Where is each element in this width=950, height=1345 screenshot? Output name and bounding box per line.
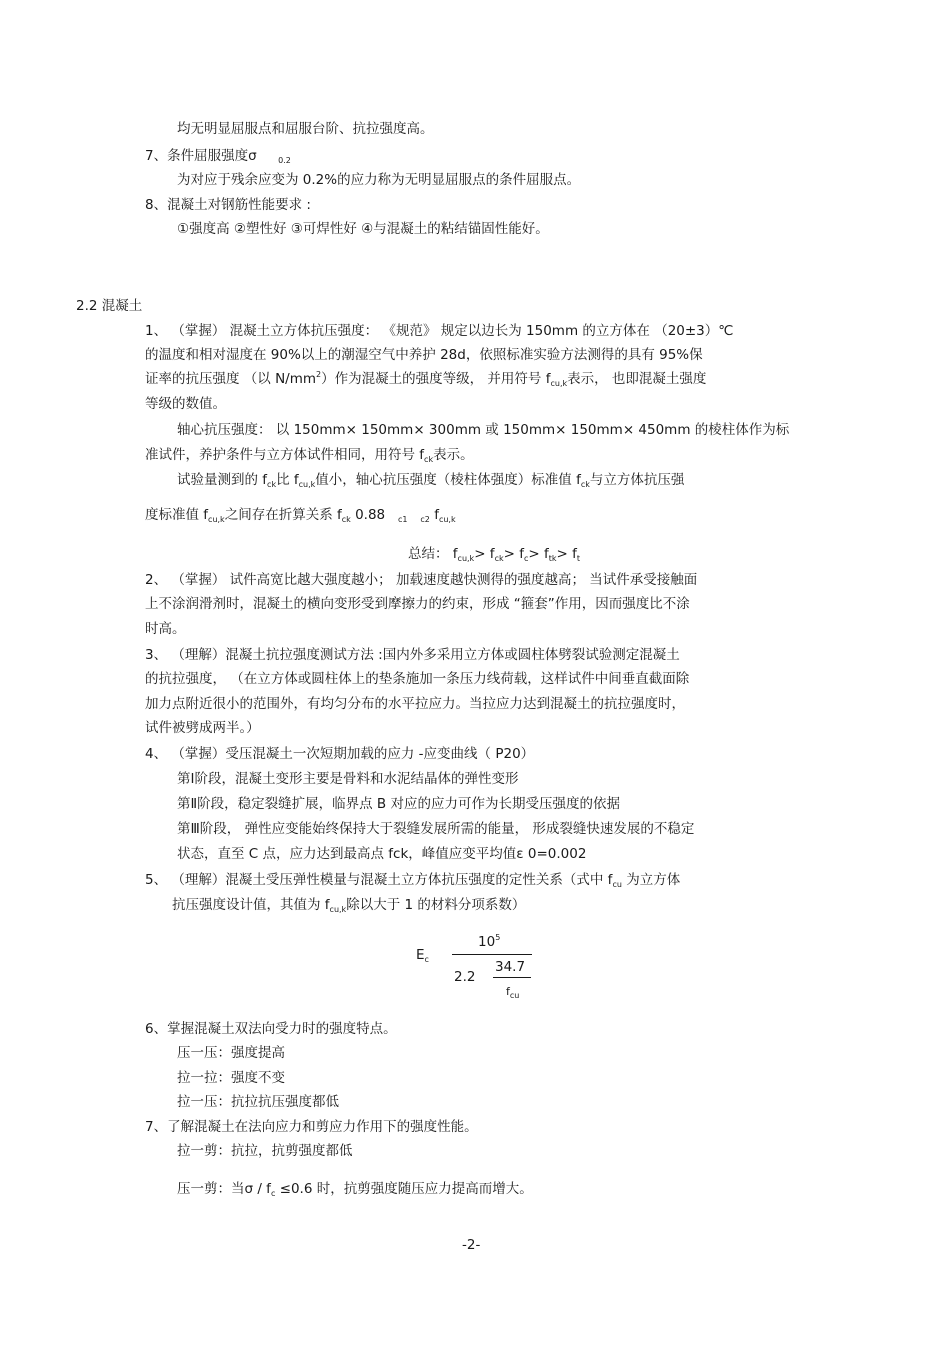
text-line: 1、 （掌握） 混凝土立方体抗压强度： 《规范》 规定以边长为 150mm 的立方体在 （20±3）℃ bbox=[145, 323, 734, 339]
text-line: 第Ⅰ阶段，混凝土变形主要是骨料和水泥结晶体的弹性变形 bbox=[177, 771, 519, 787]
page-number: -2- bbox=[462, 1237, 481, 1253]
text-line: 证率的抗压强度 （以 $N/mm^2$）作为混凝土的强度等级， 并用符号 $f_{cu,k}$表示， 也即混凝土强度 bbox=[145, 370, 707, 388]
text-line: 7、了解混凝土在法向应力和剪应力作用下的强度性能。 bbox=[145, 1119, 478, 1135]
item-7-heading: 7、条件屈服强度σ $_{0.2}$ bbox=[145, 148, 291, 165]
text-line: 抗压强度设计值，其值为 $f_{cu,k}$除以大于 1 的材料分项系数） bbox=[172, 897, 526, 914]
text-line: 3、 （理解）混凝土抗拉强度测试方法 :国内外多采用立方体或圆柱体劈裂试验测定混凝土 bbox=[145, 647, 680, 663]
text-line: 第Ⅲ阶段， 弹性应变能始终保持大于裂缝发展所需的能量， 形成裂缝快速发展的不稳定 bbox=[177, 821, 695, 837]
text-line: 的温度和相对湿度在 90%以上的潮湿空气中养护 28d，依照标准实验方法测得的具有 95%保 bbox=[145, 347, 703, 363]
text-line: 第Ⅱ阶段，稳定裂缝扩展，临界点 B 对应的应力可作为长期受压强度的依据 bbox=[177, 796, 620, 812]
text-line: 状态，直至 C 点，应力达到最高点 fck，峰值应变平均值ε 0=0.002 bbox=[177, 846, 587, 862]
text-line: 的抗拉强度， （在立方体或圆柱体上的垫条施加一条压力线荷载，这样试件中间垂直截面除 bbox=[145, 671, 690, 687]
text-line: 压一压：强度提高 bbox=[177, 1045, 285, 1061]
text-line: 轴心抗压强度： 以 150mm× 150mm× 300mm 或 150mm× 150mm× 450mm 的棱柱体作为标 bbox=[177, 422, 790, 438]
text-line: 压一剪：当$\sigma / f_c \le 0.6$ 时，抗剪强度随压应力提高而增大。 bbox=[177, 1181, 533, 1198]
text-line: 为对应于残余应变为 0.2%的应力称为无明显屈服点的条件屈服点。 bbox=[177, 172, 581, 188]
text-line: 拉一拉：强度不变 bbox=[177, 1070, 285, 1086]
text-line: 试验量测到的 $f_{ck}$比 $f_{cu,k}$值小，轴心抗压强度（棱柱体强度）标准值 $f_{ck}$与立方体抗压强 bbox=[177, 472, 685, 489]
section-title: 2.2 混凝土 bbox=[76, 298, 143, 314]
text-line: 2、 （掌握） 试件高宽比越大强度越小； 加载速度越快测得的强度越高； 当试件承受接触面 bbox=[145, 572, 698, 588]
formula-numerator: $10^5$ bbox=[478, 933, 501, 950]
text-line: 均无明显屈服点和屈服台阶、抗拉强度高。 bbox=[177, 121, 434, 137]
text-line: 上不涂润滑剂时，混凝土的横向变形受到摩擦力的约束，形成 “箍套”作用，因而强度比不涂 bbox=[145, 596, 690, 612]
inner-fraction-bar bbox=[493, 977, 531, 978]
text-line: 时高。 bbox=[145, 621, 186, 637]
text-line: 加力点附近很小的范围外，有均匀分布的水平拉应力。当拉应力达到混凝土的抗拉强度时， bbox=[145, 696, 685, 712]
text-line: 5、 （理解）混凝土受压弹性模量与混凝土立方体抗压强度的定性关系（式中 $f_{cu}$ 为立方体 bbox=[145, 872, 681, 889]
formula-denominator-const: 2.2 bbox=[454, 969, 476, 985]
text-line: ①强度高 ②塑性好 ③可焊性好 ④与混凝土的粘结锚固性能好。 bbox=[177, 221, 549, 237]
text-line: 拉一压：抗拉抗压强度都低 bbox=[177, 1094, 339, 1110]
text-line: 试件被劈成两半。） bbox=[145, 720, 260, 736]
text-line: 等级的数值。 bbox=[145, 396, 226, 412]
text-line: 拉一剪：抗拉，抗剪强度都低 bbox=[177, 1143, 353, 1159]
item-8-heading: 8、混凝土对钢筋性能要求 : bbox=[145, 197, 311, 213]
summary-line: 总结： $f_{cu,k}> f_{ck}> f_c> f_{tk}> f_t$ bbox=[408, 546, 580, 563]
fraction-bar bbox=[452, 954, 532, 955]
formula-denominator-den: $f_{cu}$ bbox=[506, 985, 520, 1000]
text-line: 度标准值 $f_{cu,k}$之间存在折算关系 $f_{ck}$ 0.88 $_{c1}$ $_{c2}$ $f_{cu,k}$ bbox=[145, 507, 456, 524]
formula-denominator-num: 34.7 bbox=[495, 959, 526, 975]
text-line: 6、掌握混凝土双法向受力时的强度特点。 bbox=[145, 1021, 397, 1037]
text-line: 准试件，养护条件与立方体试件相同，用符号 $f_{ck}$表示。 bbox=[145, 447, 474, 464]
formula-lhs: $E_c$ bbox=[416, 947, 429, 964]
text-line: 4、 （掌握）受压混凝土一次短期加载的应力 -应变曲线（ P20） bbox=[145, 746, 535, 762]
